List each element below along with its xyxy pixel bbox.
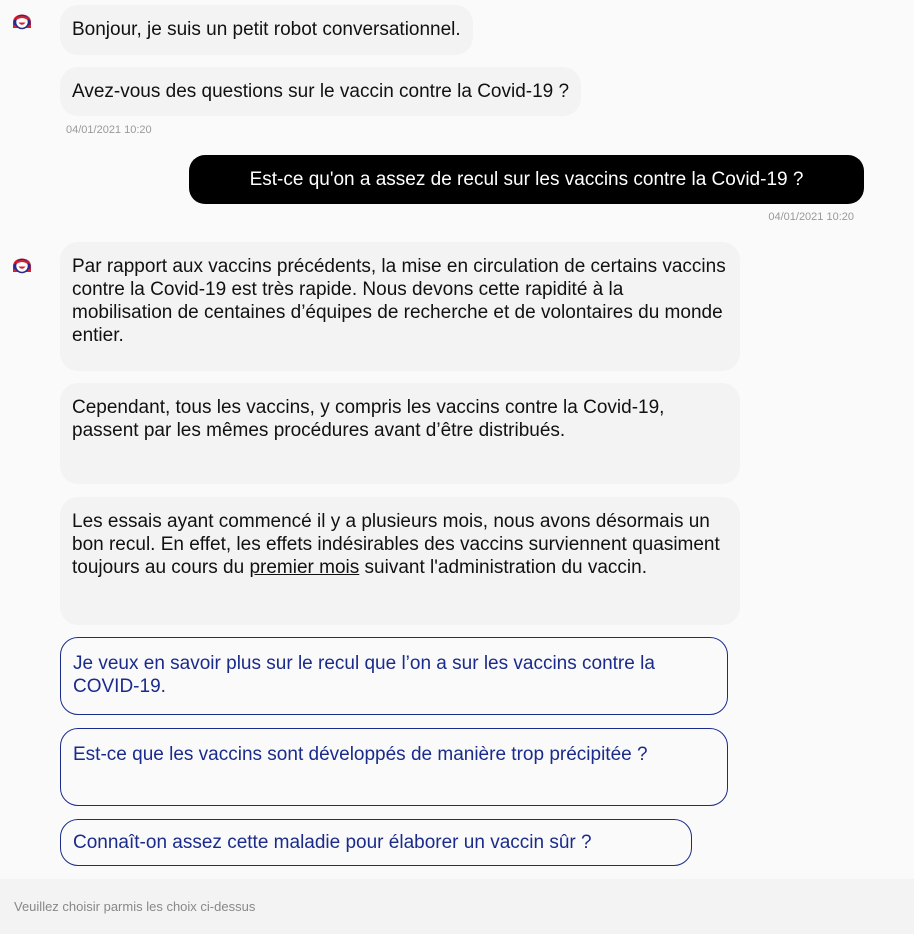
bot-message-text: Par rapport aux vaccins précédents, la mise en circulation de certains vaccins contre la Covid-19 est très rapide. Nous devons cette rapidité à la mobilisation de centaines d’équipes de recherche et de volontaires du monde entier. bbox=[72, 256, 726, 346]
bot-message-text: Les essais ayant commencé il y a plusieurs mois, nous avons désormais un bon recul. En effet, les effets indésirables des vaccins surviennent quasiment toujours au cours du bbox=[72, 511, 720, 578]
quick-reply-choice-2[interactable] bbox=[60, 728, 728, 806]
choice-label: Je veux en savoir plus sur le recul que l’on a sur les vaccins contre la COVID-19. bbox=[73, 653, 655, 697]
bot-message bbox=[60, 497, 740, 625]
bot-message-text: suivant l'administration du vaccin. bbox=[359, 557, 647, 578]
bot-message bbox=[60, 383, 740, 484]
user-message-text: Est-ce qu'on a assez de recul sur les vaccins contre la Covid-19 ? bbox=[249, 169, 804, 190]
message-timestamp: 04/01/2021 10:20 bbox=[768, 211, 854, 223]
quick-reply-choice-3[interactable] bbox=[60, 819, 692, 866]
message-timestamp: 04/01/2021 10:20 bbox=[66, 124, 152, 136]
bot-message bbox=[60, 242, 740, 371]
choice-label: Connaît-on assez cette maladie pour élaborer un vaccin sûr ? bbox=[73, 832, 592, 853]
message-input-bar bbox=[0, 879, 914, 934]
choice-label: Est-ce que les vaccins sont développés de manière trop précipitée ? bbox=[73, 744, 648, 765]
bot-message bbox=[60, 5, 473, 55]
robot-avatar-icon bbox=[10, 252, 34, 276]
robot-avatar-icon bbox=[10, 8, 34, 32]
premier-mois-link[interactable]: premier mois bbox=[249, 557, 360, 578]
bot-message-text: Bonjour, je suis un petit robot conversationnel. bbox=[72, 19, 461, 40]
message-input[interactable]: Veuillez choisir parmis les choix ci-dessus bbox=[14, 899, 256, 914]
bot-message bbox=[60, 67, 581, 116]
bot-message-text: Cependant, tous les vaccins, y compris les vaccins contre la Covid-19, passent par les mêmes procédures avant d’être distribués. bbox=[72, 397, 665, 441]
user-message bbox=[189, 155, 864, 204]
quick-reply-choice-1[interactable] bbox=[60, 637, 728, 715]
bot-message-text: Avez-vous des questions sur le vaccin contre la Covid-19 ? bbox=[72, 81, 570, 102]
